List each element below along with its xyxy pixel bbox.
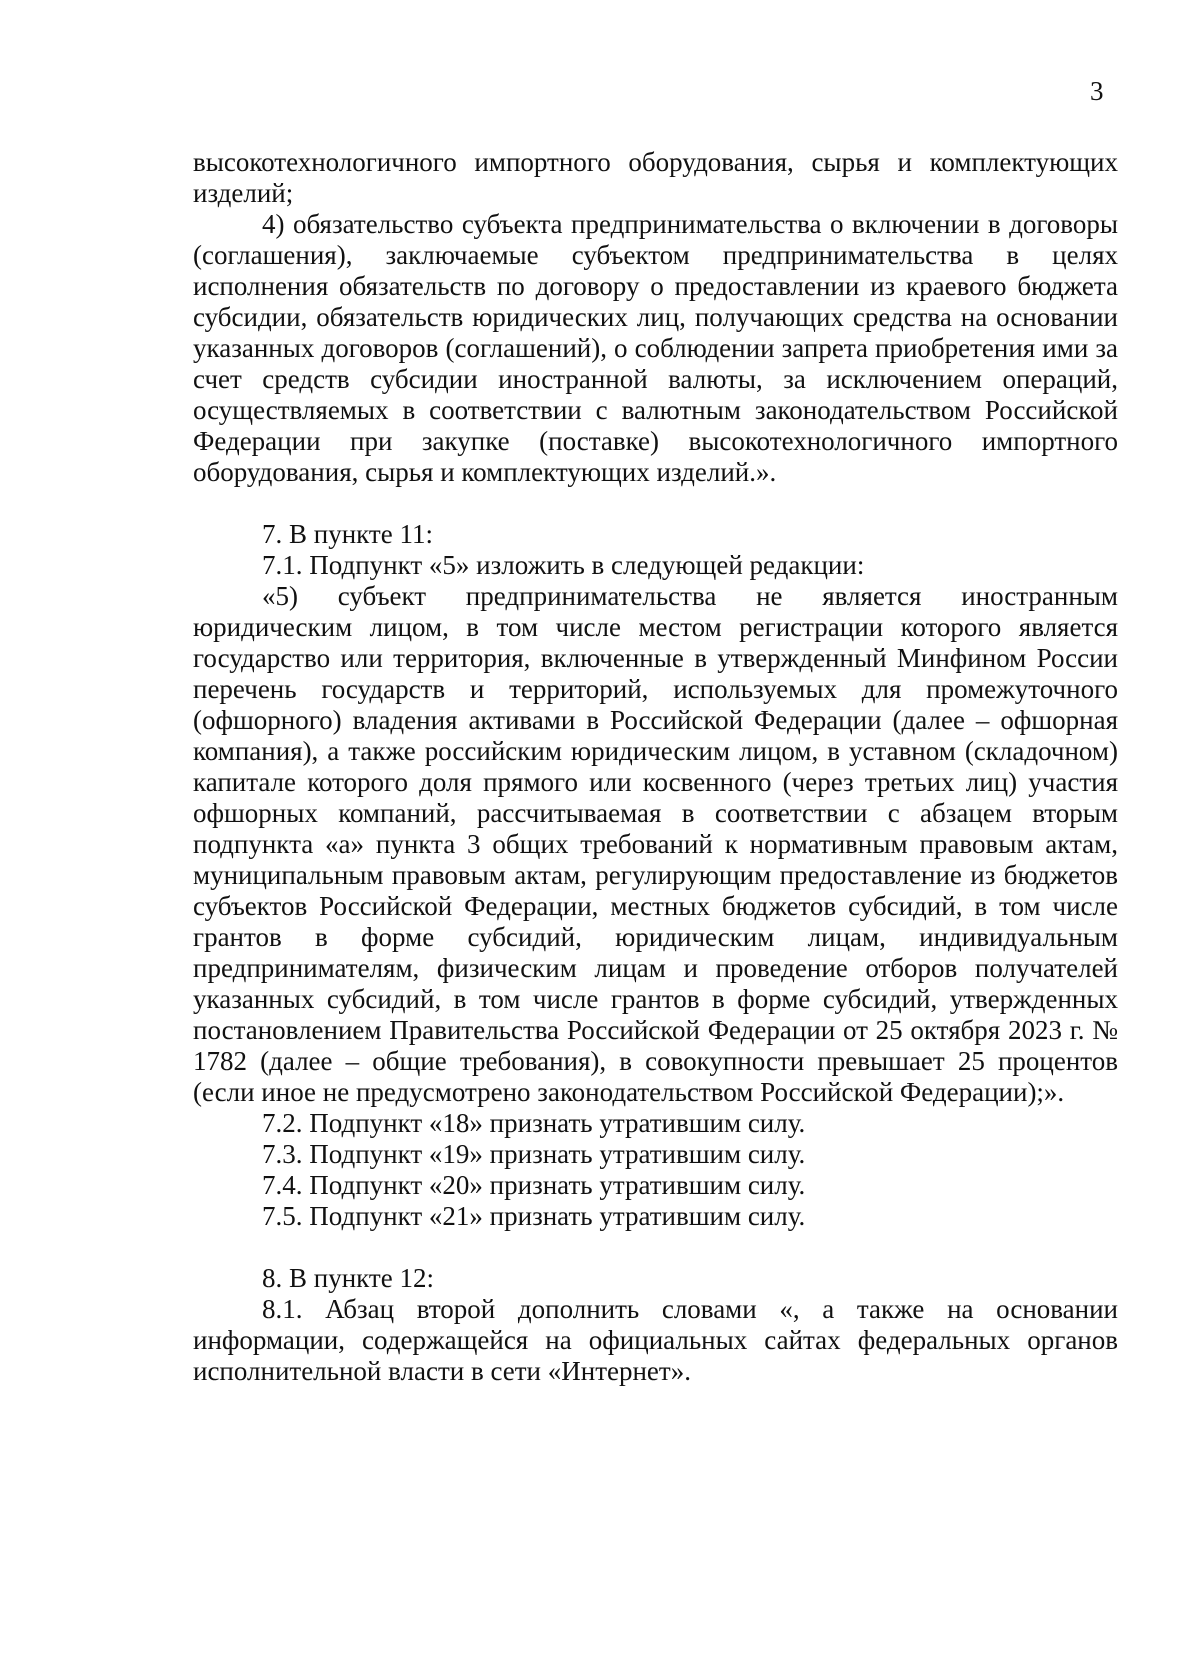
page-number: 3 [1090,76,1104,106]
paragraph-item-5: «5) субъект предпринимательства не является иностранным юридическим лицом, в том числе местом регистрации которого является государство или территория, включенные в утвержденный Минфином России перечень государств и территорий, используемых для промежуточного (офшорного) владения активами в Российской Федерации (далее – офшорная компания), а также российским юридическим лицом, в уставном (складочном) капитале которого доля прямого или косвенного (через третьих лиц) участия офшорных компаний, рассчитываемая в соответствии с абзацем вторым подпункта «а» пункта 3 общих требований к нормативным правовым актам, муниципальным правовым актам, регулирующим предоставление из бюджетов субъектов Российской Федерации, местных бюджетов субсидий, в том числе грантов в форме субсидий, юридическим лицам, индивидуальным предпринимателям, физическим лицам и проведение отборов получателей указанных субсидий, в том числе грантов в форме субсидий, утвержденных постановлением Правительства Российской Федерации от 25 октября 2023 г. № 1782 (далее – общие требования), в совокупности превышает 25 процентов (если иное не предусмотрено законодательством Российской Федерации);». [193,581,1118,1107]
paragraph-7-3: 7.3. Подпункт «19» признать утратившим силу. [262,1139,806,1169]
paragraph-8-1: 8.1. Абзац второй дополнить словами «, а также на основании информации, содержащейся на официальных сайтах федеральных органов исполнительной власти в сети «Интернет». [193,1294,1118,1386]
paragraph-gap [193,1232,1118,1263]
section-heading-8: 8. В пункте 12: [262,1263,434,1293]
document-body [193,147,1118,1387]
paragraph-gap [193,488,1118,519]
paragraph-7-5: 7.5. Подпункт «21» признать утратившим силу. [262,1201,806,1231]
paragraph-continuation: высокотехнологичного импортного оборудования, сырья и комплектующих изделий; [193,147,1118,208]
section-heading-7: 7. В пункте 11: [262,519,433,549]
paragraph-7-4: 7.4. Подпункт «20» признать утратившим силу. [262,1170,806,1200]
paragraph-7-2: 7.2. Подпункт «18» признать утратившим силу. [262,1108,806,1138]
paragraph-item-4: 4) обязательство субъекта предпринимательства о включении в договоры (соглашения), заключаемые субъектом предпринимательства в целях исполнения обязательств по договору о предоставлении из краевого бюджета субсидии, обязательств юридических лиц, получающих средства на основании указанных договоров (соглашений), о соблюдении запрета приобретения ими за счет средств субсидии иностранной валюты, за исключением операций, осуществляемых в соответствии с валютным законодательством Российской Федерации при закупке (поставке) высокотехнологичного импортного оборудования, сырья и комплектующих изделий.». [193,209,1118,487]
paragraph-7-1: 7.1. Подпункт «5» изложить в следующей редакции: [262,550,865,580]
